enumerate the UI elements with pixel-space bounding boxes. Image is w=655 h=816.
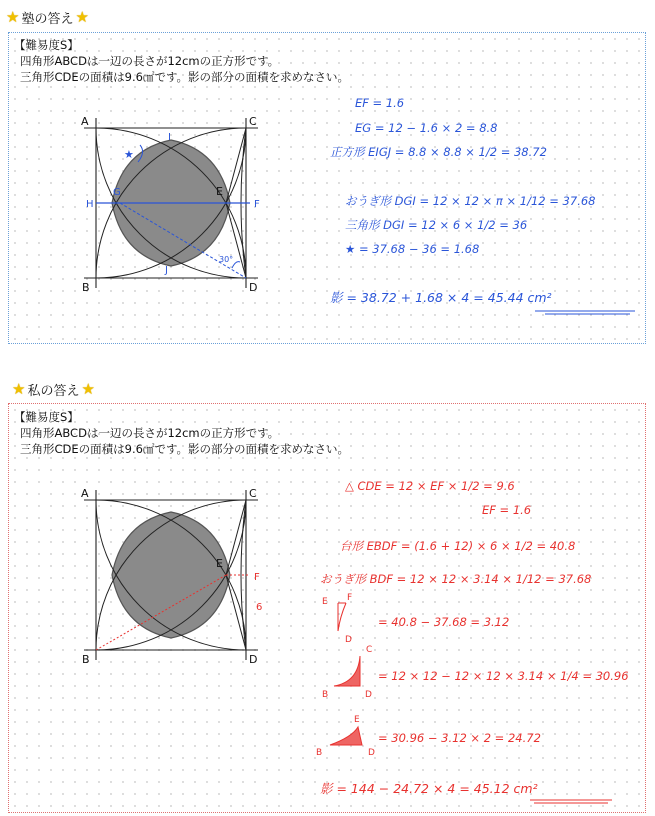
star-icon: ★ bbox=[6, 8, 20, 26]
sol2-line5: = 40.8 − 37.68 = 3.12 bbox=[378, 615, 510, 629]
label-e: E bbox=[216, 185, 223, 198]
section2-difficulty: 【難易度S】 bbox=[14, 410, 79, 424]
mini1-e: E bbox=[322, 597, 328, 607]
label-c: C bbox=[249, 115, 257, 128]
label-b: B bbox=[82, 281, 90, 294]
sol1-answer: 影 = 38.72 + 1.68 × 4 = 45.44 cm² bbox=[330, 290, 552, 305]
label-a: A bbox=[81, 115, 89, 128]
mini1-f: F bbox=[347, 593, 353, 603]
section1-title: 塾の答え bbox=[21, 12, 74, 27]
label-c: C bbox=[249, 487, 257, 500]
sol2-line4: おうぎ形 BDF = 12 × 12 × 3.14 × 1/12 = 37.68 bbox=[320, 572, 592, 586]
mini3-d: D bbox=[368, 748, 375, 758]
star-icon: ★ bbox=[81, 380, 95, 398]
label-angle: 30° bbox=[219, 255, 234, 264]
sol1-line2: EG = 12 − 1.6 × 2 = 8.8 bbox=[355, 121, 498, 135]
mini1-d: D bbox=[345, 635, 352, 645]
star-icon: ★ bbox=[75, 8, 89, 26]
section2-problem-line2: 三角形CDEの面積は9.6㎠です。影の部分の面積を求めなさい。 bbox=[20, 442, 350, 456]
sol1-line4: おうぎ形 DGI = 12 × 12 × π × 1/12 = 37.68 bbox=[345, 194, 596, 208]
sol2-line1: △ CDE = 12 × EF × 1/2 = 9.6 bbox=[345, 479, 515, 493]
label-j: J bbox=[165, 265, 168, 276]
mini2-d: D bbox=[365, 690, 372, 700]
label-e: E bbox=[216, 557, 223, 570]
star-icon: ★ bbox=[12, 380, 26, 398]
label-six: 6 bbox=[256, 602, 263, 613]
sol2-line3: 台形 EBDF = (1.6 + 12) × 6 × 1/2 = 40.8 bbox=[340, 539, 576, 553]
label-i: I bbox=[168, 132, 171, 143]
mini2-c: C bbox=[366, 645, 373, 655]
label-a: A bbox=[81, 487, 89, 500]
section2-title: 私の答え bbox=[27, 384, 80, 399]
sol2-line7: = 30.96 − 3.12 × 2 = 24.72 bbox=[378, 731, 541, 745]
sol1-line6: ★ = 37.68 − 36 = 1.68 bbox=[345, 242, 480, 256]
sol1-line1: EF = 1.6 bbox=[355, 96, 405, 110]
mini3-e: E bbox=[354, 715, 360, 725]
sol1-line3: 正方形 EIGJ = 8.8 × 8.8 × 1/2 = 38.72 bbox=[330, 145, 547, 159]
label-f: F bbox=[254, 199, 260, 210]
section2-problem-line1: 四角形ABCDは一辺の長さが12cmの正方形です。 bbox=[20, 426, 280, 440]
section1-difficulty: 【難易度S】 bbox=[14, 38, 79, 52]
sol2-line6: = 12 × 12 − 12 × 12 × 3.14 × 1/4 = 30.96 bbox=[378, 669, 629, 683]
label-d: D bbox=[249, 653, 258, 666]
section1-problem-line1: 四角形ABCDは一辺の長さが12cmの正方形です。 bbox=[20, 54, 280, 68]
sol1-line5: 三角形 DGI = 12 × 6 × 1/2 = 36 bbox=[345, 218, 528, 232]
sol2-line2: EF = 1.6 bbox=[482, 503, 532, 517]
label-d: D bbox=[249, 281, 258, 294]
label-f: F bbox=[254, 572, 260, 583]
label-star: ★ bbox=[124, 148, 134, 161]
label-b: B bbox=[82, 653, 90, 666]
mini2-b: B bbox=[322, 690, 329, 700]
label-g: G bbox=[113, 187, 121, 198]
label-h: H bbox=[86, 199, 94, 210]
mini3-b: B bbox=[316, 748, 323, 758]
sol2-answer: 影 = 144 − 24.72 × 4 = 45.12 cm² bbox=[320, 781, 538, 796]
section1-problem-line2: 三角形CDEの面積は9.6㎠です。影の部分の面積を求めなさい。 bbox=[20, 70, 350, 84]
